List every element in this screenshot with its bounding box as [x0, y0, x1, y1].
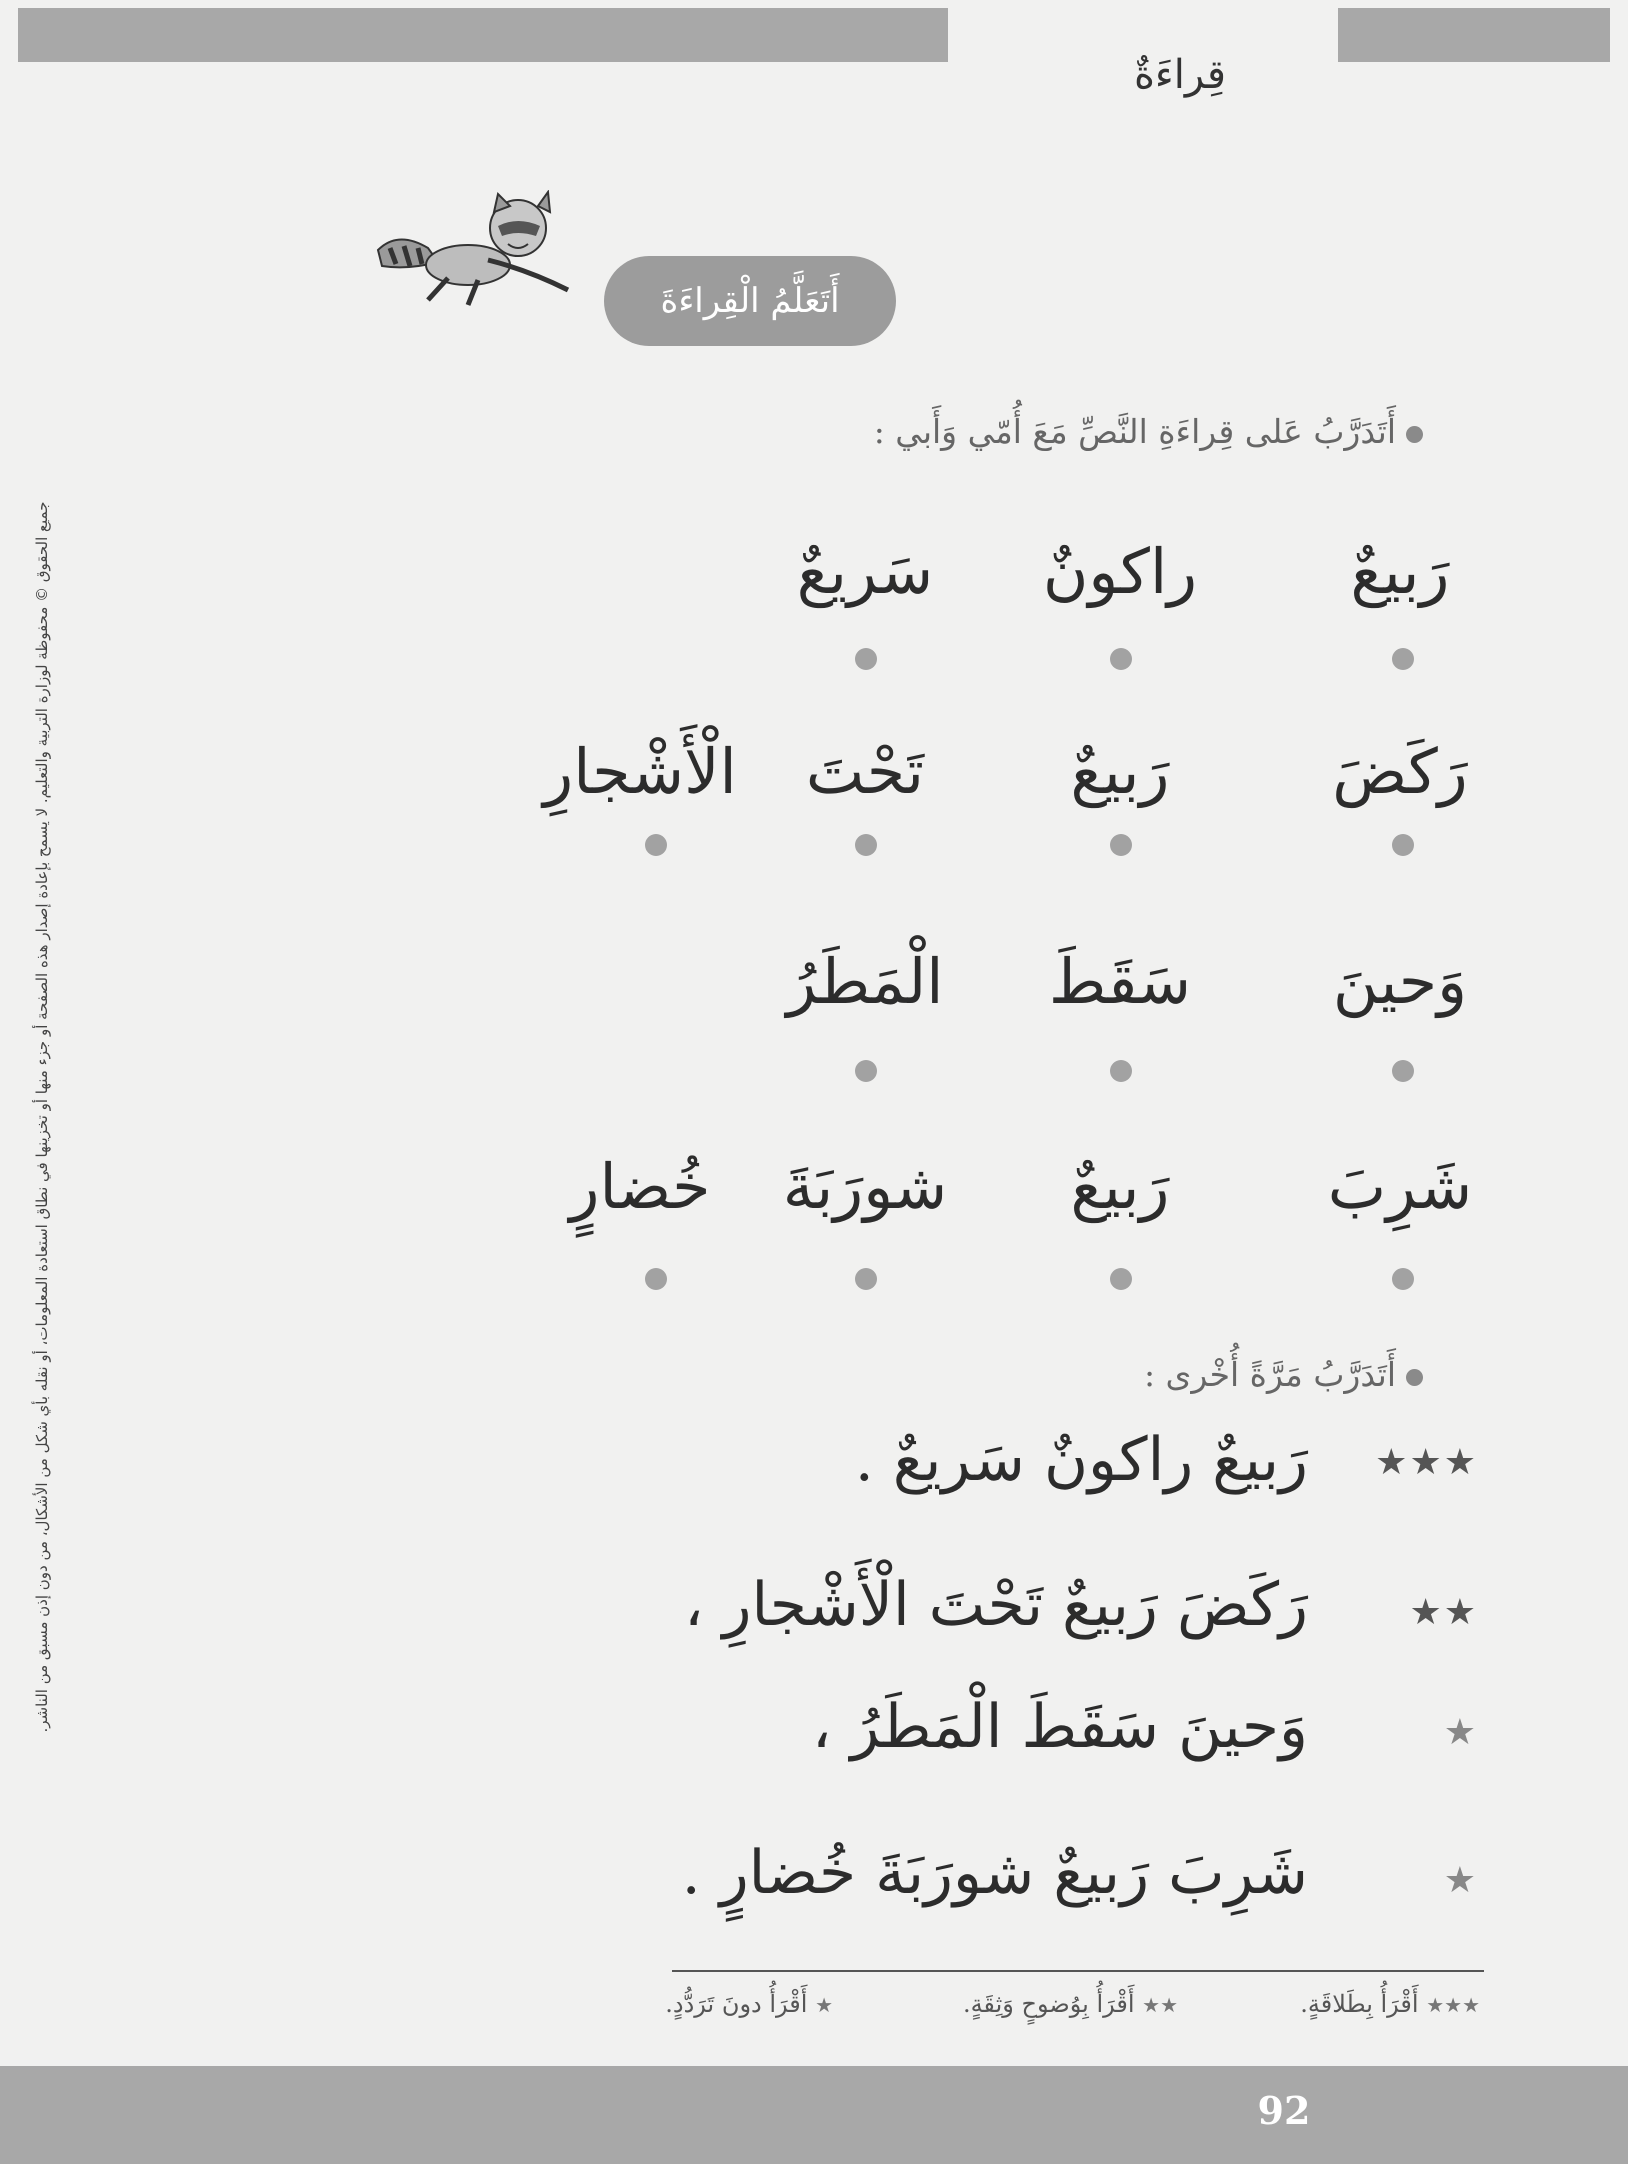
- footer-band: [0, 2066, 1628, 2164]
- legend-item: ★★ أَقْرَأُ بِوُضوحٍ وَثِقَةٍ.: [962, 1990, 1178, 2018]
- reading-dot: [855, 1268, 877, 1290]
- word: سَريعٌ: [796, 535, 934, 608]
- reading-dot: [1110, 1268, 1132, 1290]
- word: راكونٌ: [1042, 535, 1198, 608]
- reading-dot: [1110, 648, 1132, 670]
- sentence: شَرِبَ رَبيعٌ شورَبَةَ خُضارٍ .: [681, 1838, 1308, 1908]
- reading-dot: [1392, 1268, 1414, 1290]
- word: رَكَضَ: [1332, 735, 1468, 808]
- word: الْأَشْجارِ: [543, 735, 737, 808]
- rating-stars-icon: ★★: [1409, 1592, 1478, 1633]
- reading-dot: [1110, 1060, 1132, 1082]
- reading-dot: [855, 1060, 877, 1082]
- reading-dot: [645, 834, 667, 856]
- bullet-icon: [1406, 426, 1423, 443]
- practice-instruction: أَتَدَرَّبُ عَلى قِراءَةِ النَّصِّ مَعَ أُمّي وَأَبي :: [874, 412, 1423, 451]
- lesson-title: أَتَعَلَّمُ الْقِراءَةَ: [660, 281, 840, 321]
- again-instruction: أَتَدَرَّبُ مَرَّةً أُخْرى :: [1144, 1355, 1423, 1394]
- word: رَبيعٌ: [1070, 1150, 1170, 1223]
- reading-dot: [1392, 1060, 1414, 1082]
- word: رَبيعٌ: [1350, 535, 1450, 608]
- sentence: وَحينَ سَقَطَ الْمَطَرُ ،: [812, 1692, 1308, 1762]
- reading-dot: [1392, 648, 1414, 670]
- sentence: رَكَضَ رَبيعٌ تَحْتَ الْأَشْجارِ ،: [684, 1570, 1308, 1640]
- reading-dot: [855, 648, 877, 670]
- sentence: رَبيعٌ راكونٌ سَريعٌ .: [854, 1425, 1308, 1495]
- reading-dot: [1110, 834, 1132, 856]
- reading-dot: [645, 1268, 667, 1290]
- bullet-icon: [1406, 1369, 1423, 1386]
- word: رَبيعٌ: [1070, 735, 1170, 808]
- page-number: 92: [1257, 2088, 1311, 2133]
- page-title: قِراءَةٌ: [1133, 52, 1227, 98]
- word: الْمَطَرُ: [786, 945, 944, 1018]
- raccoon-mascot-icon: [368, 190, 588, 320]
- reading-dot: [1392, 834, 1414, 856]
- word: تَحْتَ: [805, 735, 925, 808]
- copyright-note: جميع الحقوق © محفوظة لوزارة التربية والتعليم. لا يسمح بإعادة إصدار هذه الصفحة أو جزء منها أو تخزينها في نطاق استعادة المعلومات، أو نقله بأي شكل من الأشكال، من دون إذن مسبق من الناشر.: [33, 501, 51, 1733]
- header-band-left: [18, 8, 948, 62]
- lesson-title-pill: [604, 256, 896, 346]
- rating-stars-icon: ★: [1443, 1712, 1478, 1753]
- word: شورَبَةَ: [782, 1150, 948, 1223]
- rating-stars-icon: ★★★: [1375, 1442, 1478, 1483]
- word: سَقَطَ: [1048, 945, 1192, 1018]
- rating-stars-icon: ★: [1443, 1860, 1478, 1901]
- footer-divider: [672, 1970, 1484, 1972]
- word: وَحينَ: [1332, 945, 1468, 1018]
- reading-dot: [855, 834, 877, 856]
- word: شَرِبَ: [1327, 1150, 1473, 1223]
- legend-item: ★★★ أَقْرَأُ بِطَلاقَةٍ.: [1300, 1990, 1480, 2018]
- header-band-right: [1338, 8, 1610, 62]
- legend-item: ★ أَقْرَأُ دونَ تَرَدُّدٍ.: [665, 1990, 833, 2018]
- word: خُضارٍ: [569, 1150, 711, 1223]
